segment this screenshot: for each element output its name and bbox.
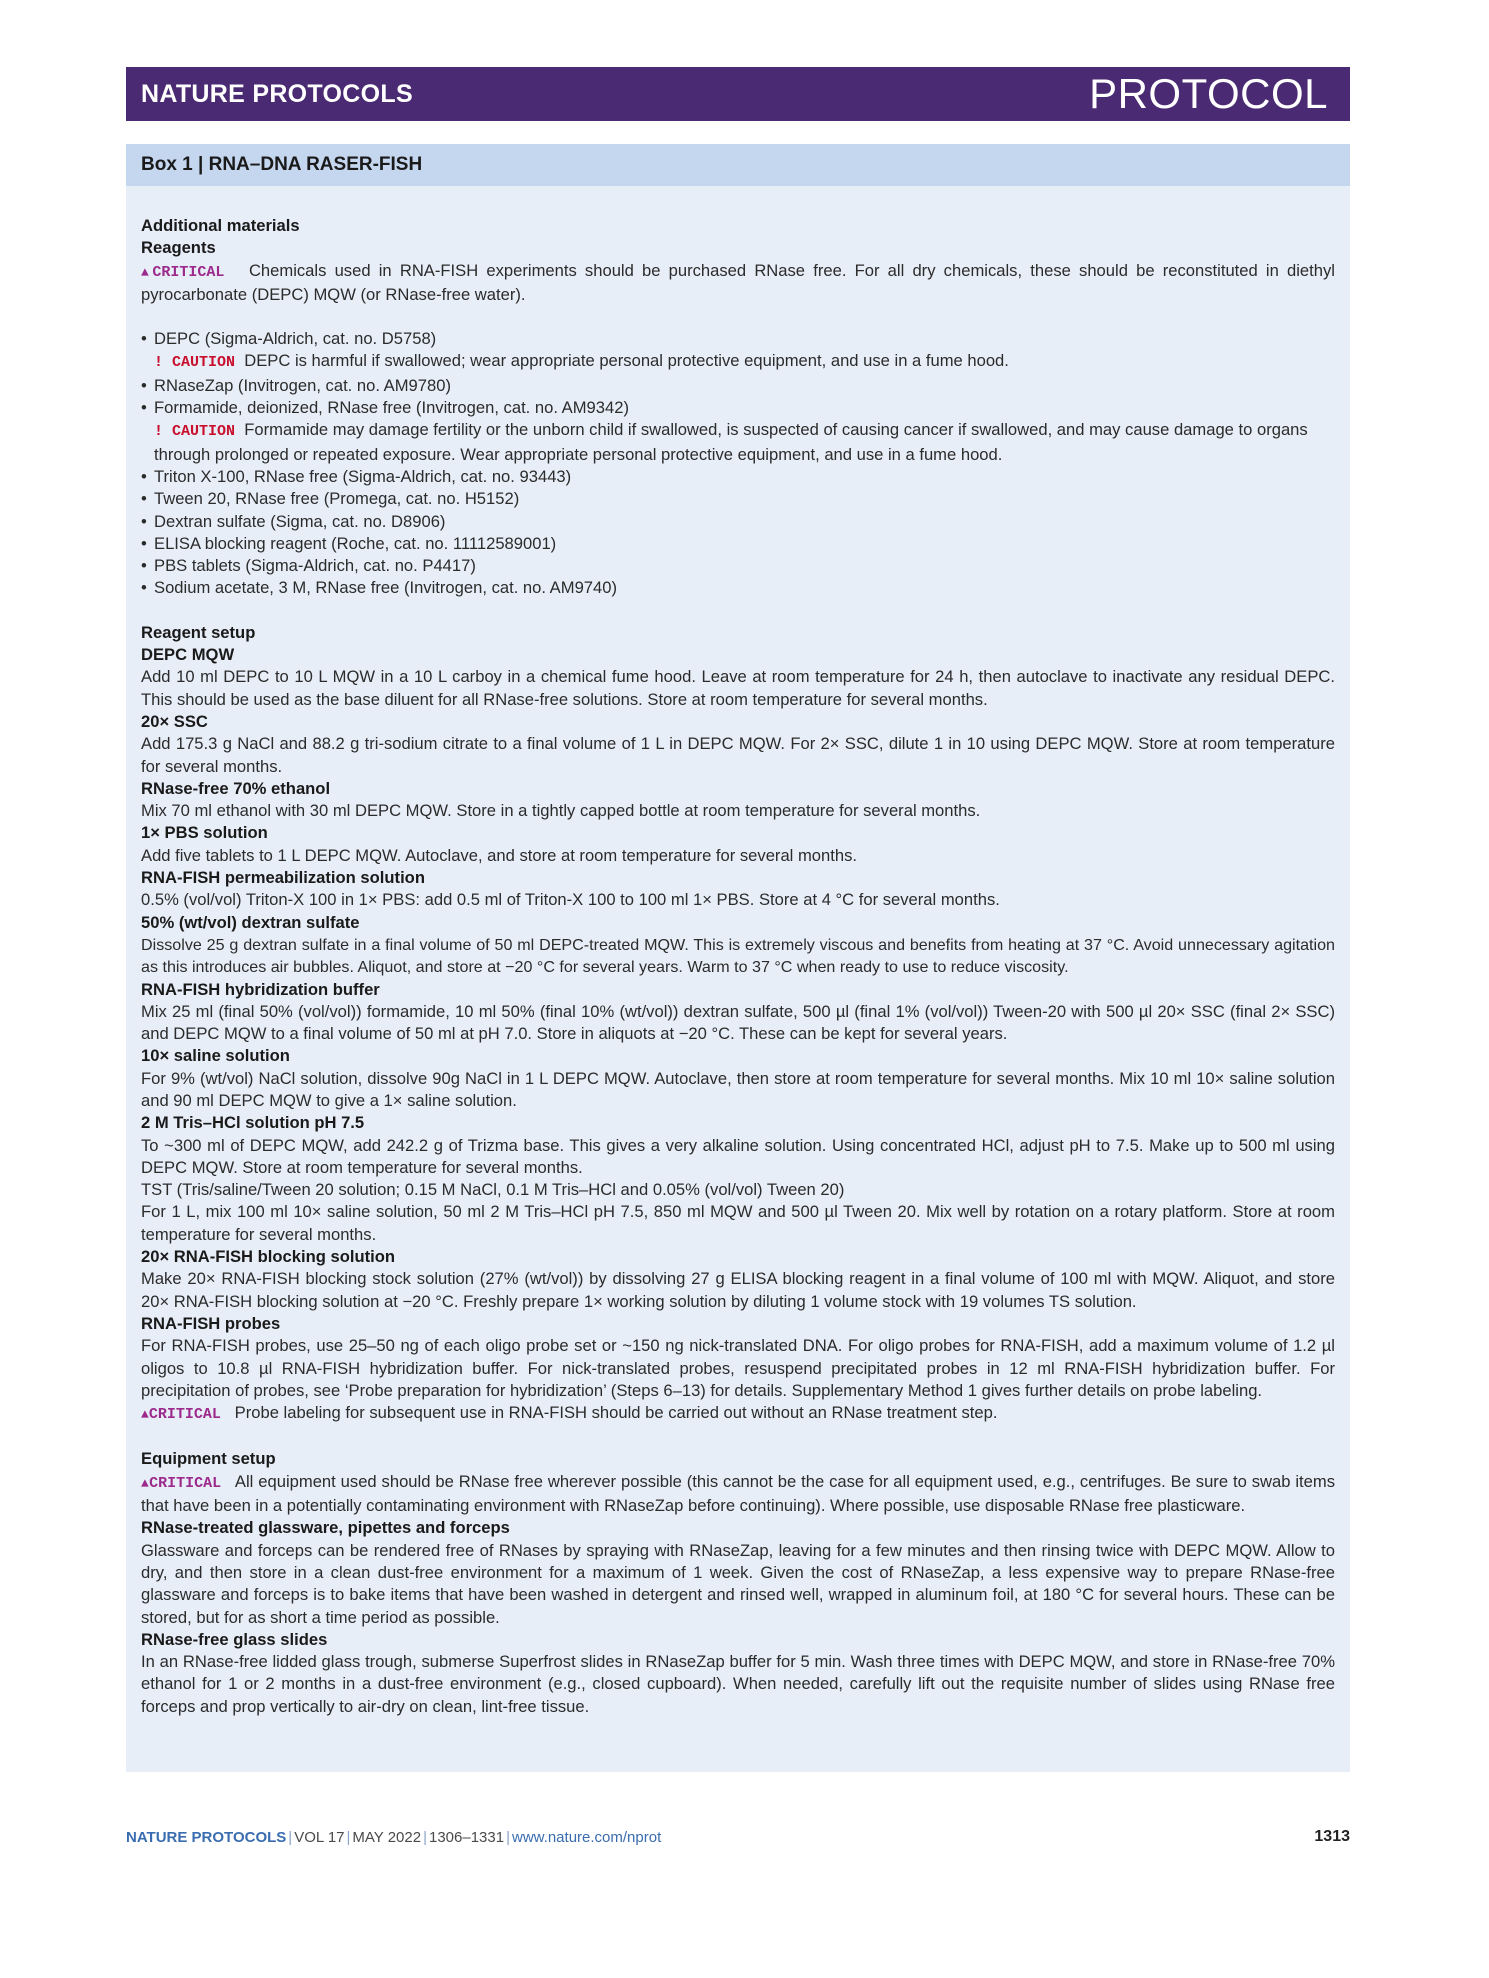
critical-note: ▲CRITICAL Chemicals used in RNA-FISH experiments should be purchased RNase free. For all dry chemicals, these should be reconstituted in diethyl pyrocarbonate (DEPC) MQW (or RNase-free water). (141, 260, 1335, 304)
journal-name: NATURE PROTOCOLS (141, 79, 413, 108)
list-item: • Tween 20, RNase free (Promega, cat. no. H5152) (141, 488, 1335, 510)
critical-label: ▲CRITICAL (141, 1474, 222, 1492)
section-text: Add 175.3 g NaCl and 88.2 g tri-sodium citrate to a final volume of 1 L in DEPC MQW. For 2× SSC, dilute 1 in 10 using DEPC MQW. Store at room temperature for several months. (141, 734, 1335, 776)
section-heading: RNA-FISH probes (141, 1313, 281, 1333)
section-heading: DEPC MQW (141, 645, 235, 665)
page-number: 1313 (1314, 1828, 1350, 1845)
section-heading: 10× saline solution (141, 1046, 290, 1066)
section-text: In an RNase-free lidded glass trough, submerse Superfrost slides in RNaseZap buffer for 5 min. Wash three times with DEPC MQW, and store in RNase-free 70% ethanol for 1 or 2 months in a dust-free environment (e.g., closed cupboard). When needed, carefully lift out the requisite number of slides using RNase free forceps and prop vertically to air-dry on clean, lint-free tissue. (141, 1652, 1335, 1716)
list-item: • RNaseZap (Invitrogen, cat. no. AM9780) (141, 375, 1335, 397)
footer-citation: NATURE PROTOCOLS | VOL 17 | MAY 2022 | 1306–1331 | www.nature.com/nprot (126, 1828, 662, 1846)
list-item: • Formamide, deionized, RNase free (Invitrogen, cat. no. AM9342) (141, 397, 1335, 419)
additional-materials-heading: Additional materials (141, 216, 300, 235)
footer-pages: 1306–1331 (429, 1828, 505, 1846)
section-text: To ~300 ml of DEPC MQW, add 242.2 g of Trizma base. This gives a very alkaline solution. Using concentrated HCl, adjust pH to 7.5. Make up to 500 ml using DEPC MQW. Store at room temperature for several months. (141, 1135, 1335, 1177)
critical-label: ▲CRITICAL (141, 1406, 221, 1424)
list-item: • Dextran sulfate (Sigma, cat. no. D8906) (141, 511, 1335, 533)
footer-journal: NATURE PROTOCOLS (126, 1828, 287, 1846)
critical-label: ▲CRITICAL (141, 263, 225, 281)
journal-url-link[interactable]: www.nature.com/nprot (512, 1828, 662, 1846)
section-text: 0.5% (vol/vol) Triton-X 100 in 1× PBS: add 0.5 ml of Triton-X 100 to 100 ml 1× PBS. Store at 4 °C for several months. (141, 890, 1000, 910)
warning-triangle-icon: ▲ (141, 1475, 150, 1491)
section-text: Dissolve 25 g dextran sulfate in a final volume of 50 ml DEPC-treated MQW. This is extremely viscous and benefits from heating at 37 °C. Avoid unnecessary agitation as this introduces air bubbles. Aliquot, and store at −20 °C for several years. Warm to 37 °C when ready to use to reduce viscosity. (141, 935, 1335, 977)
page-footer (126, 1828, 1350, 1846)
section-text: For 1 L, mix 100 ml 10× saline solution, 50 ml 2 M Tris–HCl pH 7.5, 850 ml MQW and 500 µl Tween 20. Mix well by rotation on a rotary platform. Store at room temperature for several months. (141, 1202, 1335, 1244)
section-heading: RNase-free 70% ethanol (141, 778, 331, 798)
critical-note: ▲CRITICAL Probe labeling for subsequent use in RNA-FISH should be carried out without an RNase treatment step. (141, 1403, 998, 1424)
article-type: PROTOCOL (1089, 70, 1328, 117)
section-text: Add 10 ml DEPC to 10 L MQW in a 10 L carboy in a chemical fume hood. Leave at room temperature for 24 h, then autoclave to inactivate any residual DEPC. This should be used as the base diluent for all RNase-free solutions. Store at room temperature for several months. (141, 667, 1335, 709)
section-heading: 1× PBS solution (141, 823, 268, 843)
reagents-heading: Reagents (141, 238, 216, 258)
section-heading: RNA-FISH permeabilization solution (141, 868, 425, 888)
footer-date: MAY 2022 (352, 1828, 422, 1846)
critical-note: ▲CRITICAL All equipment used should be RNase free wherever possible (this cannot be the case for all equipment used, e.g., centrifuges. Be sure to swab items that have been in a potentially contaminating environment with RNaseZap before continuing). Where possible, use disposable RNase free plasticware. (141, 1471, 1335, 1516)
section-heading: 20× SSC (141, 711, 208, 731)
section-heading: RNA-FISH hybridization buffer (141, 979, 380, 999)
warning-triangle-icon: ▲ (141, 1407, 149, 1423)
section-text: Mix 25 ml (final 50% (vol/vol)) formamide, 10 ml 50% (final 10% (wt/vol)) dextran sulfate, 500 µl (final 1% (vol/vol)) Tween-20 with 500 µl 20× SSC (final 2× SSC) and DEPC MQW to a final volume of 50 ml at pH 7.0. Store in aliquots at −20 °C. These can be kept for several years. (141, 1001, 1335, 1044)
section-text: TST (Tris/saline/Tween 20 solution; 0.15 M NaCl, 0.1 M Tris–HCl and 0.05% (vol/vol) Tween 20) (141, 1180, 845, 1200)
section-text: Glassware and forceps can be rendered free of RNases by spraying with RNaseZap, leaving for a few minutes and then rinsing twice with DEPC MQW. Allow to dry, and then store in a clean dust-free environment for a maximum of 1 week. Given the cost of RNaseZap, a less expensive way to prepare RNase-free glassware and forceps is to bake items that have been washed in detergent and rinsed well, wrapped in aluminum foil, at 180 °C for several hours. These can be stored, but for as short a time period as possible. (141, 1540, 1335, 1627)
section-heading: RNase-free glass slides (141, 1629, 328, 1649)
section-heading: RNase-treated glassware, pipettes and forceps (141, 1518, 510, 1538)
caution-note: ! CAUTION Formamide may damage fertility or the unborn child if swallowed, is suspected of causing cancer if swallowed, and may cause damage to organs through prolonged or repeated exposure. Wear appropriate personal protective equipment, and use in a fume hood. (154, 420, 1308, 464)
page-header (126, 67, 1350, 121)
section-heading: 2 M Tris–HCl solution pH 7.5 (141, 1113, 365, 1133)
section-text: Make 20× RNA-FISH blocking stock solution (27% (wt/vol)) by dissolving 27 g ELISA blocking reagent in a final volume of 100 ml with MQW. Aliquot, and store 20× RNA-FISH blocking solution at −20 °C. Freshly prepare 1× working solution by diluting 1 volume stock with 19 volumes TS solution. (141, 1269, 1335, 1311)
list-item: • DEPC (Sigma-Aldrich, cat. no. D5758) (141, 328, 1335, 350)
reagents-list (141, 328, 1335, 600)
list-item: • Sodium acetate, 3 M, RNase free (Invitrogen, cat. no. AM9740) (141, 577, 1335, 599)
section-text: For RNA-FISH probes, use 25–50 ng of each oligo probe set or ~150 ng nick-translated DNA. For oligo probes for RNA-FISH, add a maximum volume of 1.2 µl oligos to 10.8 µl RNA-FISH hybridization buffer. For nick-translated probes, resuspend precipitated probes in 12 ml RNA-FISH hybridization buffer. For precipitation of probes, see ‘Probe preparation for hybridization’ (Steps 6–13) for details. Supplementary Method 1 gives further details on probe labeling. (141, 1336, 1335, 1400)
warning-triangle-icon: ▲ (141, 264, 153, 280)
equipment-setup-heading: Equipment setup (141, 1449, 276, 1469)
section-text: Mix 70 ml ethanol with 30 ml DEPC MQW. Store in a tightly capped bottle at room temperature for several months. (141, 801, 981, 821)
caution-note: ! CAUTION DEPC is harmful if swallowed; wear appropriate personal protective equipment, and use in a fume hood. (154, 351, 1009, 372)
section-text: For 9% (wt/vol) NaCl solution, dissolve 90g NaCl in 1 L DEPC MQW. Autoclave, then store at room temperature for several months. Mix 10 ml 10× saline solution and 90 ml DEPC MQW to give a 1× saline solution. (141, 1068, 1335, 1110)
box-title: Box 1 | RNA–DNA RASER-FISH (126, 144, 1350, 186)
section-heading: 50% (wt/vol) dextran sulfate (141, 912, 360, 932)
section-heading: 20× RNA-FISH blocking solution (141, 1247, 395, 1267)
list-item: • ELISA blocking reagent (Roche, cat. no. 11112589001) (141, 533, 1335, 555)
section-text: Add five tablets to 1 L DEPC MQW. Autoclave, and store at room temperature for several months. (141, 845, 858, 865)
footer-volume: VOL 17 (294, 1828, 345, 1846)
reagent-setup-heading: Reagent setup (141, 622, 256, 642)
list-item: • PBS tablets (Sigma-Aldrich, cat. no. P4417) (141, 555, 1335, 577)
list-item: • Triton X-100, RNase free (Sigma-Aldrich, cat. no. 93443) (141, 466, 1335, 488)
box-content (126, 186, 1350, 1772)
